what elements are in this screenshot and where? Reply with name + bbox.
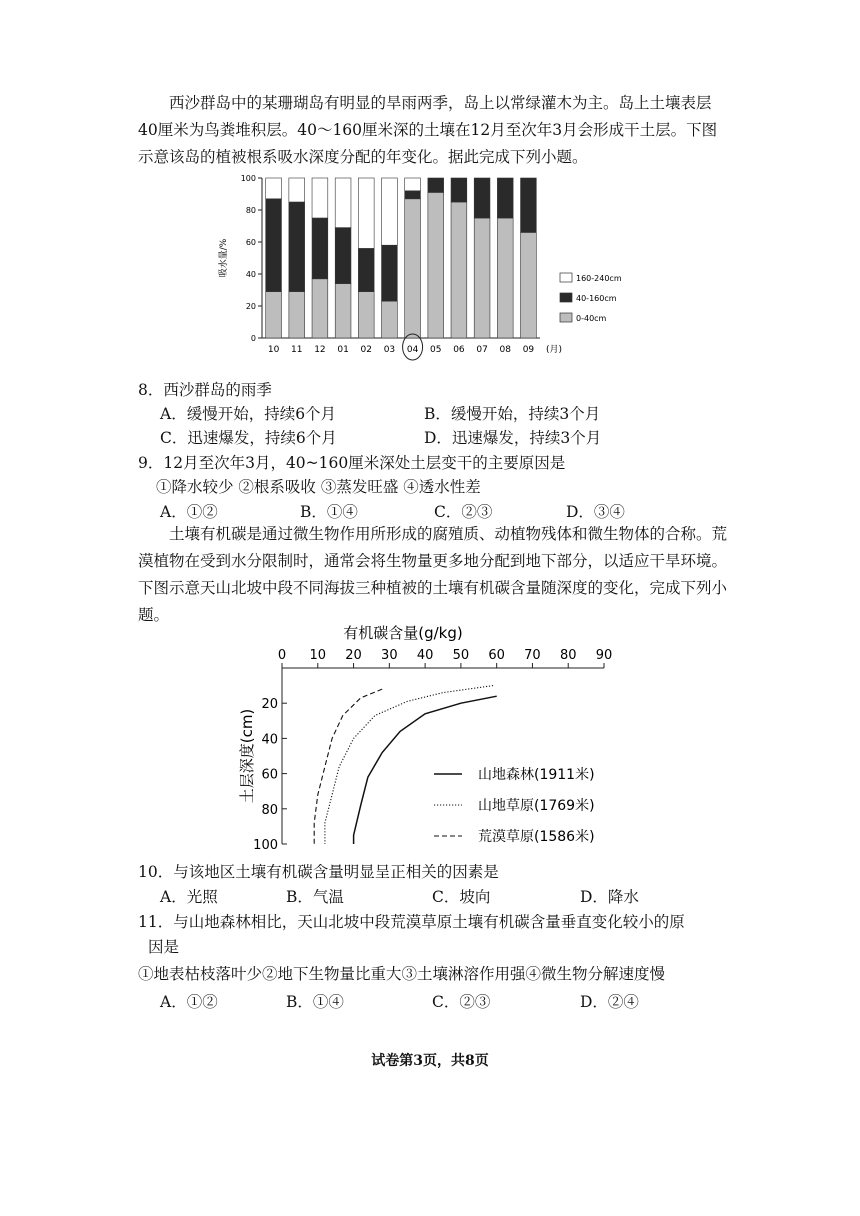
bar-01-series-0: [335, 284, 351, 338]
y-tick-label: 20: [245, 302, 256, 311]
bar-10-series-1: [266, 199, 282, 292]
chart-title: 有机碳含量(g/kg): [343, 624, 463, 642]
legend-label: 山地草原(1769米): [478, 798, 595, 814]
x-tick-label: 11: [291, 345, 303, 355]
q10-option-b[interactable]: B．气温: [286, 888, 344, 906]
x-tick-label: 01: [337, 345, 349, 355]
intro-paragraph-1: 西沙群岛中的某珊瑚岛有明显的旱雨两季，岛上以常绿灌木为主。岛上土壤表层40厘米为鸟粪堆积层。40～160厘米深的土壤在12月至次年3月会形成干土层。下图示意该岛的植被根系吸水深度分配的年变化。据此完成下列小题。: [138, 94, 718, 166]
x-tick-label: 10: [267, 345, 280, 355]
q9-option-a[interactable]: A．①②: [160, 503, 218, 521]
x-tick-label: 40: [416, 648, 434, 663]
organic-carbon-line-chart: [238, 620, 658, 853]
y-tick-label: 100: [253, 838, 278, 853]
q8-option-b[interactable]: B．缓慢开始，持续3个月: [424, 405, 601, 423]
x-tick-label: 02: [360, 345, 372, 355]
bar-04-series-1: [405, 191, 421, 199]
bar-01-series-1: [335, 228, 351, 284]
bar-07-series-0: [474, 218, 490, 338]
series-line-2: [314, 689, 382, 844]
bar-03-series-0: [382, 301, 398, 338]
question-10-stem: 10．与该地区土壤有机碳含量明显呈正相关的因素是: [138, 863, 499, 881]
x-tick-label: 20: [345, 648, 362, 663]
question-11-stem-line-1: 11．与山地森林相比，天山北坡中段荒漠草原土壤有机碳含量垂直变化较小的原: [138, 913, 685, 931]
x-tick-label: 06: [453, 345, 465, 355]
x-tick-label: 12: [314, 345, 326, 355]
legend-label: 40-160cm: [576, 294, 617, 303]
page-footer: 试卷第3页，共8页: [371, 1053, 489, 1069]
q11-option-b[interactable]: B．①④: [286, 993, 344, 1011]
x-tick-label: 50: [452, 648, 470, 663]
legend-swatch: [560, 293, 572, 302]
question-8-stem: 8．西沙群岛的雨季: [138, 381, 272, 399]
q11-option-c[interactable]: C．②③: [432, 993, 491, 1011]
bar-03-series-2: [382, 178, 398, 245]
q11-option-a[interactable]: A．①②: [160, 993, 218, 1011]
legend-label: 160-240cm: [576, 274, 622, 283]
question-9-items: ①降水较少 ②根系吸收 ③蒸发旺盛 ④透水性差: [156, 478, 481, 496]
water-uptake-bar-chart: [212, 170, 622, 360]
q8-option-a[interactable]: A．缓慢开始，持续6个月: [160, 405, 337, 423]
bar-06-series-1: [451, 178, 467, 202]
legend-label: 荒漠草原(1586米): [478, 829, 595, 845]
question-11-stem-line-2: 因是: [148, 938, 180, 956]
bar-10-series-2: [266, 178, 282, 199]
intro-paragraph-2: 土壤有机碳是通过微生物作用所形成的腐殖质、动植物残体和微生物体的合称。荒漠植物在受到水分限制时，通常会将生物量更多地分配到地下部分，以适应干旱环境。下图示意天山北坡中段不同海拔三种植被的土壤有机碳含量随深度的变化，完成下列小题。: [138, 525, 728, 624]
bar-12-series-2: [312, 178, 328, 218]
bar-04-series-0: [405, 199, 421, 338]
q10-option-c[interactable]: C．坡向: [432, 888, 491, 906]
bar-11-series-1: [289, 202, 305, 292]
x-tick-label: 80: [559, 648, 577, 663]
series-line-0: [354, 696, 497, 844]
x-tick-label: 30: [381, 648, 398, 663]
x-tick-label: 03: [383, 345, 396, 355]
x-tick-label: 08: [499, 345, 511, 355]
x-tick-label: 60: [488, 648, 505, 663]
x-tick-label: 04: [406, 345, 419, 355]
x-tick-label: 10: [309, 648, 327, 663]
bar-03-series-1: [382, 245, 398, 301]
bar-11-series-0: [289, 292, 305, 338]
legend-swatch: [560, 273, 572, 282]
y-tick-label: 60: [261, 767, 278, 783]
q11-option-d[interactable]: D．②④: [580, 993, 639, 1011]
bar-04-series-2: [405, 178, 421, 191]
x-tick-label: 90: [595, 648, 613, 663]
y-tick-label: 0: [250, 334, 256, 343]
x-tick-label: 05: [430, 345, 442, 355]
q9-option-d[interactable]: D．③④: [566, 503, 625, 521]
x-tick-label: 70: [524, 648, 541, 663]
q9-option-b[interactable]: B．①④: [300, 503, 358, 521]
bar-05-series-1: [428, 178, 444, 192]
q9-option-c[interactable]: C．②③: [434, 503, 493, 521]
bar-02-series-1: [358, 248, 374, 291]
bar-06-series-0: [451, 202, 467, 338]
bar-09-series-0: [521, 232, 537, 338]
legend-label: 0-40cm: [576, 314, 607, 323]
y-tick-label: 80: [245, 206, 256, 215]
y-tick-label: 80: [261, 802, 278, 818]
series-line-1: [325, 686, 493, 844]
q8-option-d[interactable]: D．迅速爆发，持续3个月: [424, 429, 602, 447]
q8-option-c[interactable]: C．迅速爆发，持续6个月: [160, 429, 337, 447]
y-axis-label: 土层深度(cm): [238, 708, 256, 804]
bar-05-series-0: [428, 192, 444, 338]
y-tick-label: 40: [261, 732, 278, 748]
q10-option-d[interactable]: D．降水: [580, 888, 639, 906]
y-tick-label: 40: [245, 270, 256, 279]
bar-09-series-1: [521, 178, 537, 232]
bar-12-series-0: [312, 279, 328, 338]
bar-02-series-0: [358, 292, 374, 338]
q10-option-a[interactable]: A．光照: [160, 888, 218, 906]
y-tick-label: 100: [240, 174, 256, 183]
bar-07-series-1: [474, 178, 490, 218]
x-tick-label: 07: [476, 345, 488, 355]
y-tick-label: 60: [245, 238, 256, 247]
bar-08-series-0: [497, 218, 513, 338]
bar-02-series-2: [358, 178, 374, 248]
x-tick-label: 09: [522, 345, 535, 355]
question-9-stem: 9．12月至次年3月，40~160厘米深处土层变干的主要原因是: [138, 454, 566, 472]
bar-11-series-2: [289, 178, 305, 202]
x-unit-label: (月): [545, 345, 563, 355]
x-tick-label: 0: [277, 648, 287, 663]
legend-label: 山地森林(1911米): [478, 767, 595, 783]
legend-swatch: [560, 313, 572, 322]
bar-01-series-2: [335, 178, 351, 228]
y-axis-label: 吸水量/%: [219, 238, 229, 278]
question-11-items: ①地表枯枝落叶少②地下生物量比重大③土壤淋溶作用强④微生物分解速度慢: [138, 965, 666, 983]
y-tick-label: 20: [261, 697, 278, 713]
bar-08-series-1: [497, 178, 513, 218]
bar-10-series-0: [266, 292, 282, 338]
bar-12-series-1: [312, 218, 328, 279]
